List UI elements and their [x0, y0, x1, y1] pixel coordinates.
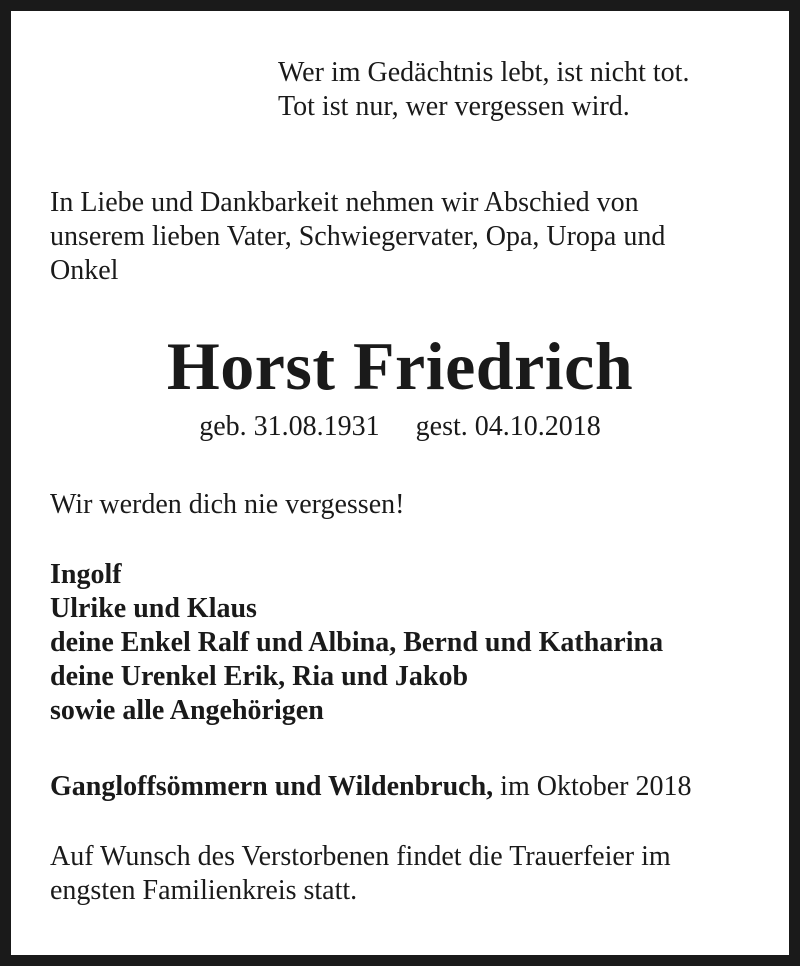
place-location: Gangloffsömmern und Wildenbruch,: [50, 771, 494, 802]
intro-line: unserem lieben Vater, Schwiegervater, Opa, Uropa und: [50, 221, 666, 252]
memorial-quote: [278, 56, 689, 124]
quote-line: Tot ist nur, wer vergessen wird.: [278, 91, 630, 122]
mourner: sowie alle Angehörigen: [50, 695, 324, 726]
note-line: engsten Familienkreis statt.: [50, 875, 358, 906]
quote-line: Wer im Gedächtnis lebt, ist nicht tot.: [278, 57, 690, 88]
place-date: im Oktober 2018: [493, 771, 692, 802]
mourner: Ingolf: [50, 559, 122, 590]
death-date: gest. 04.10.2018: [415, 411, 601, 442]
motto: Wir werden dich nie vergessen!: [50, 489, 405, 520]
intro-line: In Liebe und Dankbarkeit nehmen wir Abschied von: [50, 187, 639, 218]
life-dates: [0, 410, 800, 444]
place-and-date: [50, 770, 691, 804]
mourners-list: [50, 558, 663, 728]
birth-date: geb. 31.08.1931: [199, 411, 380, 442]
note-line: Auf Wunsch des Verstorbenen findet die Trauerfeier im: [50, 841, 671, 872]
deceased-name: Horst Friedrich: [166, 328, 634, 404]
mourner: Ulrike und Klaus: [50, 593, 257, 624]
intro-line: Onkel: [50, 255, 119, 286]
funeral-note: [50, 840, 671, 908]
mourner: deine Enkel Ralf und Albina, Bernd und Katharina: [50, 627, 664, 658]
mourner: deine Urenkel Erik, Ria und Jakob: [50, 661, 469, 692]
farewell-intro: [50, 186, 665, 288]
